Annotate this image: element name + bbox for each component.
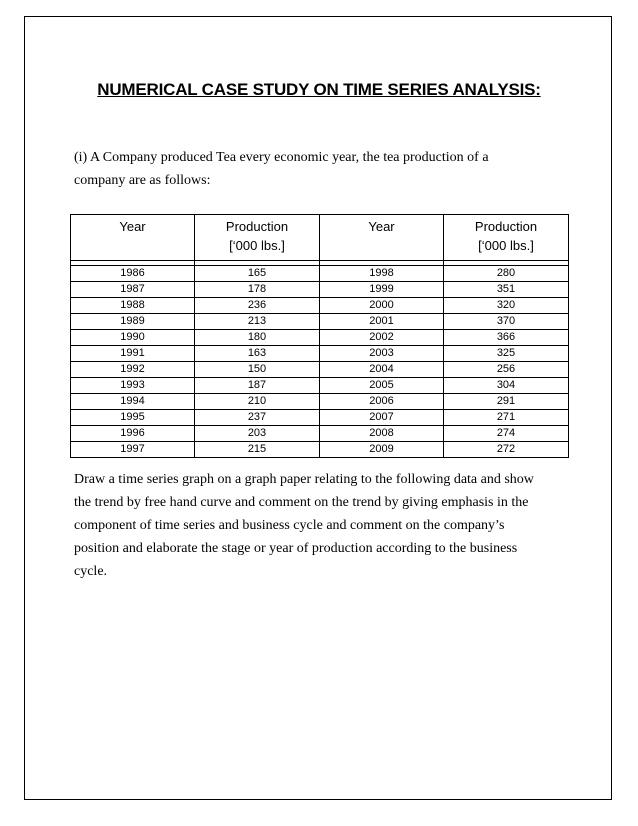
year-cell: 2009 [320, 442, 444, 458]
table-row [71, 410, 569, 426]
production-cell: 291 [444, 394, 569, 410]
table-row [71, 442, 569, 458]
production-cell: 210 [195, 394, 320, 410]
intro-line: (i) A Company produced Tea every economic year, the tea production of a [74, 150, 489, 165]
production-cell: 163 [195, 346, 320, 362]
production-cell: 237 [195, 410, 320, 426]
instructions-line: cycle. [74, 564, 108, 579]
year-cell: 1986 [71, 266, 195, 282]
production-cell: 320 [444, 298, 569, 314]
production-cell: 256 [444, 362, 569, 378]
year-cell: 2001 [320, 314, 444, 330]
year-cell: 2008 [320, 426, 444, 442]
production-cell: 280 [444, 266, 569, 282]
table-row [71, 362, 569, 378]
production-cell: 304 [444, 378, 569, 394]
instructions-line: Draw a time series graph on a graph paper relating to the following data and show [74, 472, 534, 487]
table-row [71, 378, 569, 394]
year-cell: 1993 [71, 378, 195, 394]
year-cell: 1991 [71, 346, 195, 362]
production-cell: 370 [444, 314, 569, 330]
production-cell: 271 [444, 410, 569, 426]
table-row [71, 426, 569, 442]
production-cell: 325 [444, 346, 569, 362]
production-cell: 178 [195, 282, 320, 298]
year-cell: 1992 [71, 362, 195, 378]
production-cell: 351 [444, 282, 569, 298]
table-row [71, 330, 569, 346]
instructions-line: component of time series and business cycle and comment on the company’s [74, 518, 505, 533]
year-cell: 2005 [320, 378, 444, 394]
year-cell: 1995 [71, 410, 195, 426]
year-cell: 1996 [71, 426, 195, 442]
year-cell: 1999 [320, 282, 444, 298]
production-cell: 272 [444, 442, 569, 458]
intro-paragraph [74, 146, 544, 192]
production-cell: 150 [195, 362, 320, 378]
year-cell: 2006 [320, 394, 444, 410]
production-cell: 187 [195, 378, 320, 394]
header-year-right: Year [320, 215, 444, 261]
production-cell: 203 [195, 426, 320, 442]
year-cell: 1989 [71, 314, 195, 330]
table-row [71, 394, 569, 410]
table-row [71, 346, 569, 362]
instructions-paragraph [74, 468, 572, 583]
year-cell: 1987 [71, 282, 195, 298]
year-cell: 2003 [320, 346, 444, 362]
table-row [71, 298, 569, 314]
year-cell: 2007 [320, 410, 444, 426]
year-cell: 1990 [71, 330, 195, 346]
instructions-line: the trend by free hand curve and comment on the trend by giving emphasis in the [74, 495, 529, 510]
production-cell: 180 [195, 330, 320, 346]
year-cell: 1998 [320, 266, 444, 282]
production-cell: 366 [444, 330, 569, 346]
year-cell: 1997 [71, 442, 195, 458]
production-cell: 165 [195, 266, 320, 282]
year-cell: 2000 [320, 298, 444, 314]
production-cell: 236 [195, 298, 320, 314]
header-year-left: Year [71, 215, 195, 261]
year-cell: 1994 [71, 394, 195, 410]
table-row [71, 314, 569, 330]
header-production-left: Production [‘000 lbs.] [195, 215, 320, 261]
table-row [71, 266, 569, 282]
intro-line: company are as follows: [74, 173, 211, 188]
header-production-right: Production [‘000 lbs.] [444, 215, 569, 261]
year-cell: 1988 [71, 298, 195, 314]
year-cell: 2004 [320, 362, 444, 378]
page-title: NUMERICAL CASE STUDY ON TIME SERIES ANALYSIS: [97, 80, 541, 99]
production-cell: 213 [195, 314, 320, 330]
table-row [71, 282, 569, 298]
production-table [70, 214, 569, 458]
production-cell: 274 [444, 426, 569, 442]
production-cell: 215 [195, 442, 320, 458]
year-cell: 2002 [320, 330, 444, 346]
instructions-line: position and elaborate the stage or year of production according to the business [74, 541, 518, 556]
